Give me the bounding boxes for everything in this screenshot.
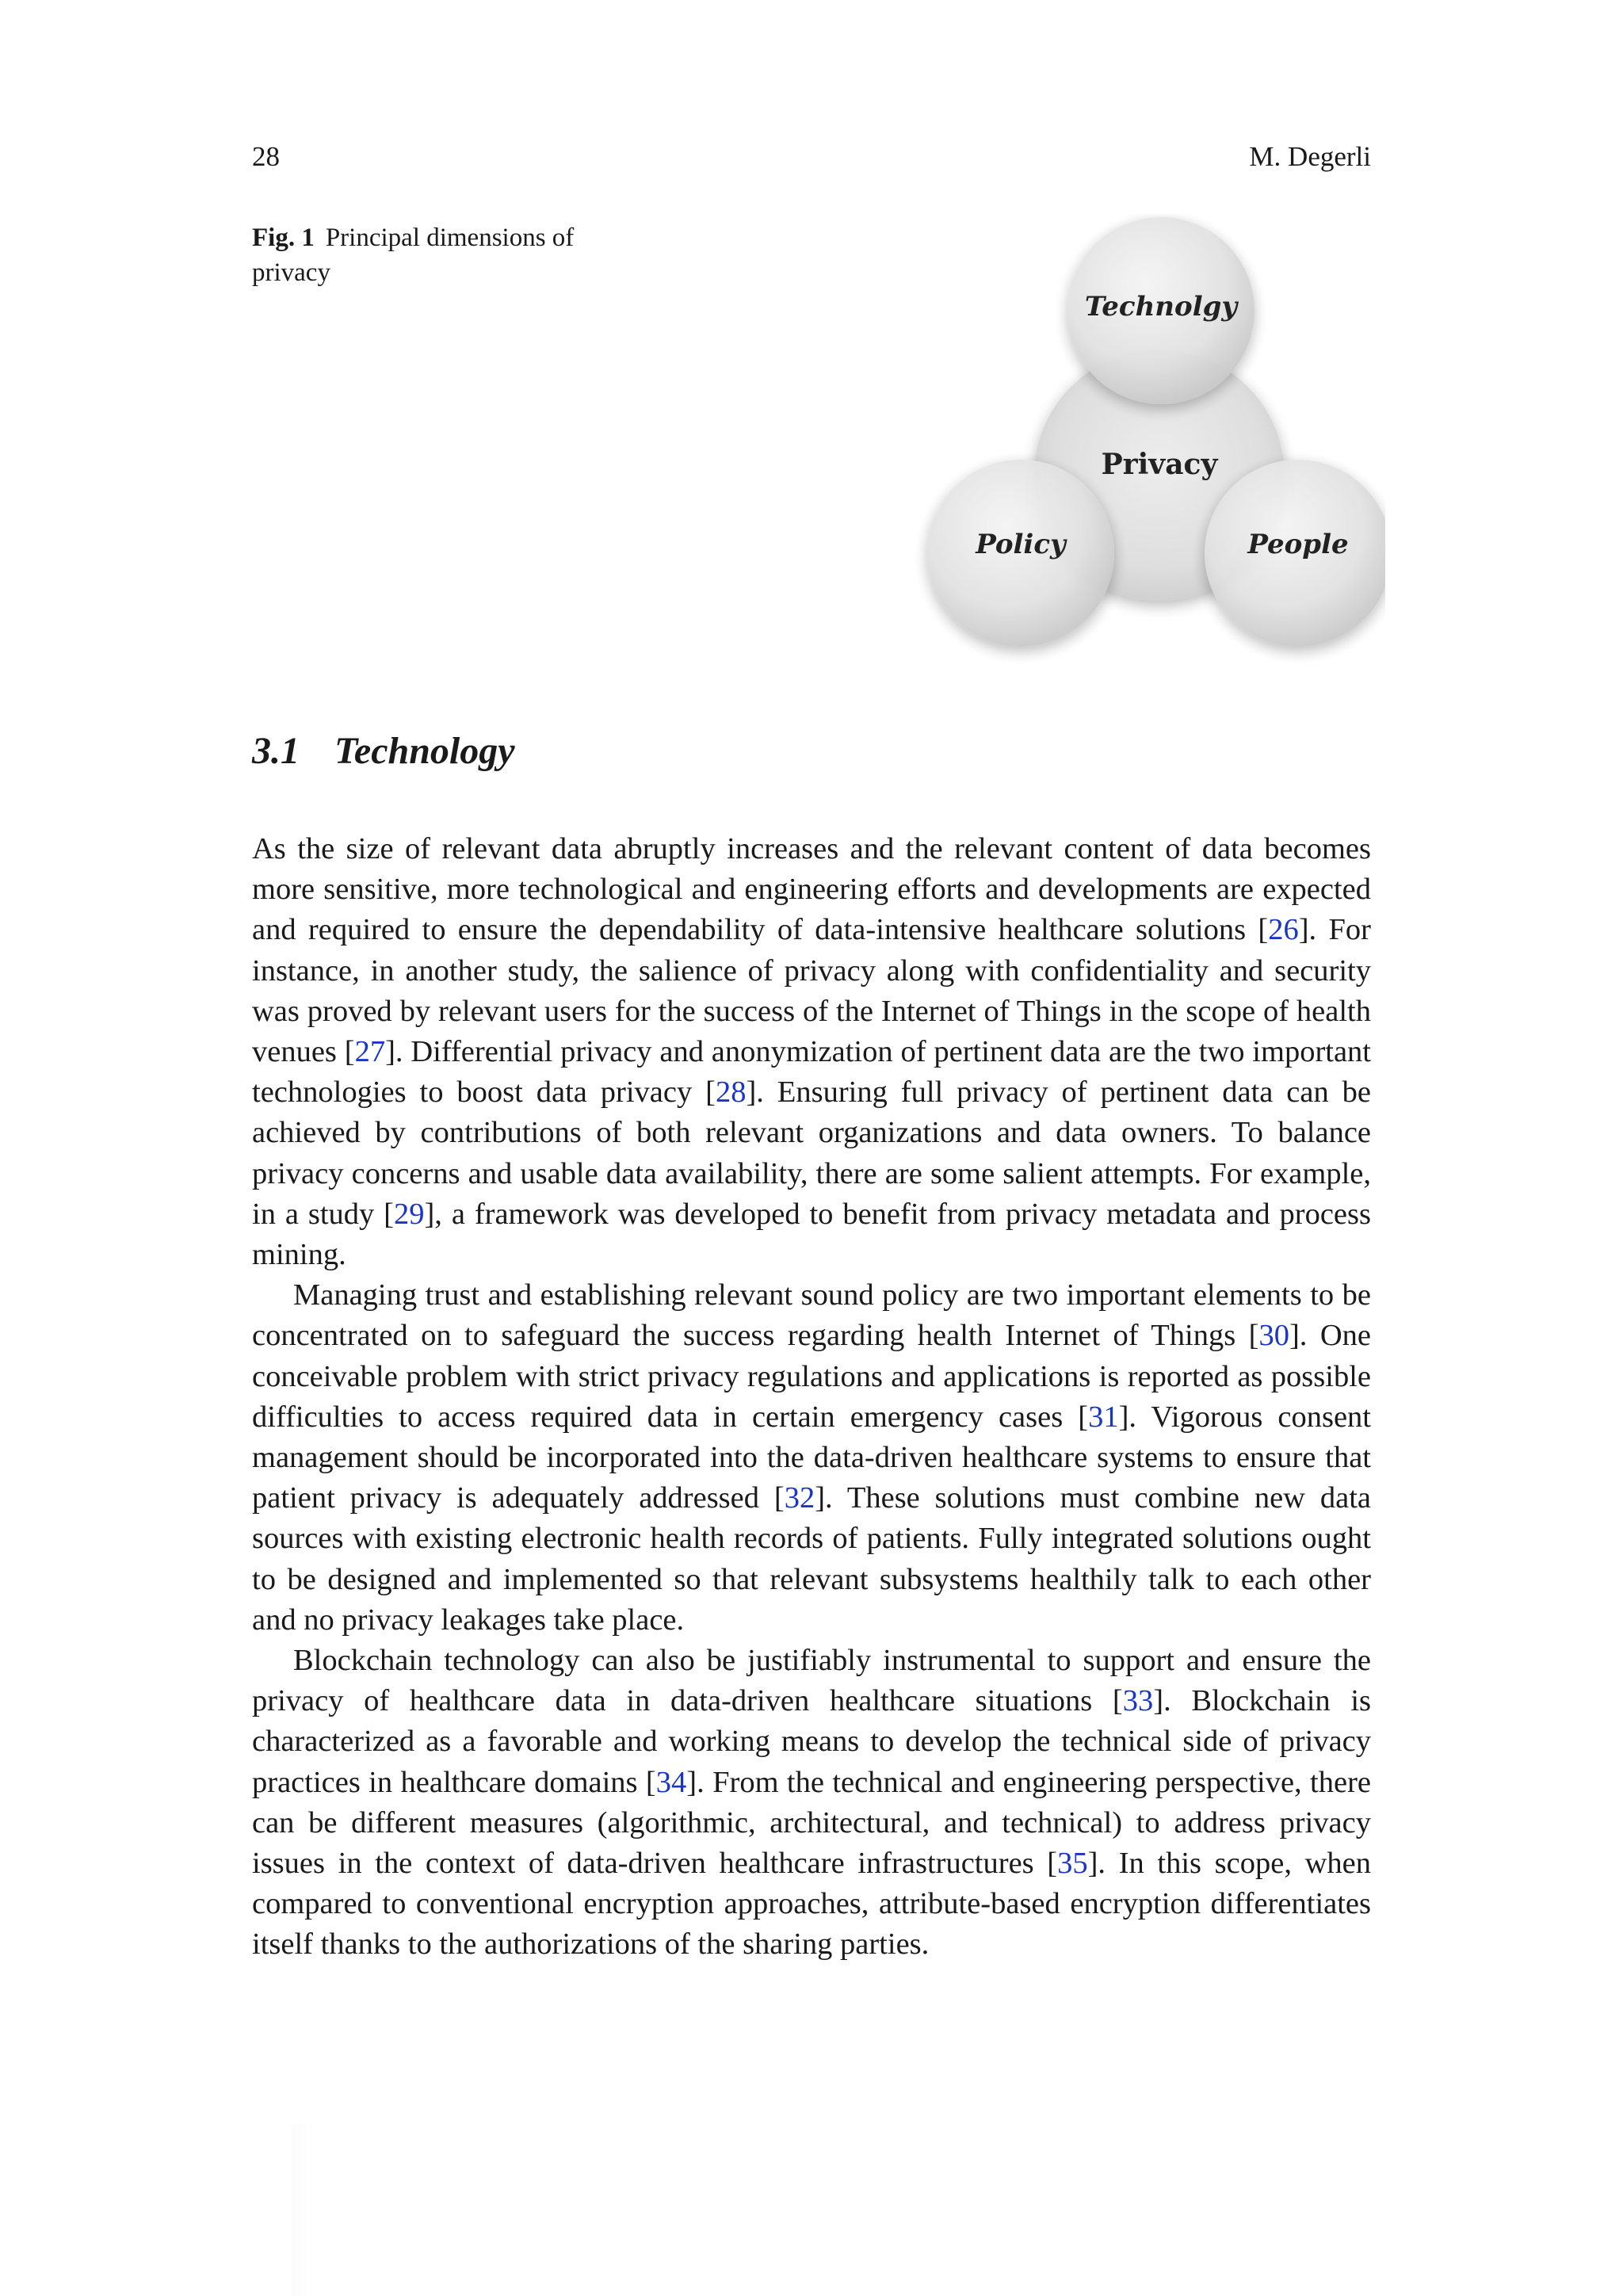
figure-label: Fig. 1 — [252, 223, 315, 252]
reference-link-32[interactable]: 32 — [784, 1481, 815, 1515]
reference-link-33[interactable]: 33 — [1122, 1684, 1154, 1718]
text-run: Blockchain technology can also be justifiably instrumental to support and ensure the privacy of healthcare data in data-driven healthcare situations [ — [252, 1644, 1371, 1718]
text-run: ]. In this scope, when compared to conventional encryption approaches, attribute-based encryption differentiates itself thanks to the authorizations of the sharing parties. — [252, 1847, 1371, 1962]
figure-caption — [252, 220, 617, 290]
text-run: ]. These solutions must combine new data sources with existing electronic health records of patients. Fully integrated solutions ought to be designed and implemented so that relevant subsystems healthily talk to each other and no privacy leakages take place. — [252, 1481, 1371, 1637]
scan-shadow — [292, 2124, 315, 2296]
technology-label: Technolgy — [1084, 291, 1238, 323]
text-run: ]. One conceivable problem with strict privacy regulations and applications is reported as possible difficulties to access required data in certain emergency cases [ — [252, 1319, 1371, 1434]
reference-link-28[interactable]: 28 — [715, 1075, 747, 1110]
text-run: ], a framework was developed to benefit from privacy metadata and process mining. — [252, 1197, 1371, 1272]
reference-link-27[interactable]: 27 — [354, 1035, 386, 1069]
section-number: 3.1 — [252, 730, 300, 772]
text-run: ]. Vigorous consent management should be incorporated into the data-driven healthcare systems to ensure that patient privacy is adequately addressed [ — [252, 1400, 1372, 1515]
privacy-dimensions-figure — [902, 214, 1385, 666]
section-title: Technology — [334, 730, 515, 772]
paper-page — [252, 0, 1371, 2296]
privacy-label: Privacy — [1101, 448, 1218, 481]
figure-caption-text: Principal dimensions of privacy — [252, 223, 575, 287]
paragraph-1 — [252, 829, 1371, 1275]
reference-link-31[interactable]: 31 — [1088, 1400, 1119, 1434]
section-heading — [252, 728, 515, 775]
text-run: ]. Differential privacy and anonymization of pertinent data are the two important technologies to boost data privacy [ — [252, 1035, 1372, 1110]
paragraph-3 — [252, 1641, 1371, 1966]
body-text — [252, 829, 1371, 1966]
reference-link-34[interactable]: 34 — [655, 1765, 687, 1799]
people-label: People — [1247, 529, 1349, 560]
text-run: As the size of relevant data abruptly increases and the relevant content of data becomes more sensitive, more technological and engineering efforts and developments are expected and required to ensure the dependability of data-intensive healthcare solutions [ — [252, 832, 1371, 947]
text-run: ]. Ensuring full privacy of pertinent data can be achieved by contributions of both relevant organizations and data owners. To balance privacy concerns and usable data availability, there are some salient attempts. For example, in a study [ — [252, 1075, 1371, 1231]
reference-link-30[interactable]: 30 — [1258, 1319, 1289, 1353]
text-run: ]. From the technical and engineering perspective, there can be different measures (algorithmic, architectural, and technical) to address privacy issues in the context of data-driven healthcare infrastructures [ — [252, 1765, 1372, 1881]
privacy-venn-diagram — [902, 214, 1385, 666]
page-number: 28 — [252, 141, 280, 172]
reference-link-35[interactable]: 35 — [1057, 1847, 1088, 1881]
header-author: M. Degerli — [1249, 141, 1371, 172]
text-run: ]. For instance, in another study, the salience of privacy along with confidentiality and security was proved by relevant users for the success of the Internet of Things in the scope of health venues [ — [252, 913, 1371, 1069]
paragraph-2 — [252, 1275, 1371, 1641]
text-run: ]. Blockchain is characterized as a favorable and working means to develop the technical side of privacy practices in healthcare domains [ — [252, 1684, 1371, 1799]
text-run: Managing trust and establishing relevant sound policy are two important elements to be concentrated on to safeguard the success regarding health Internet of Things [ — [252, 1278, 1371, 1353]
reference-link-29[interactable]: 29 — [393, 1197, 425, 1231]
reference-link-26[interactable]: 26 — [1268, 913, 1299, 947]
policy-label: Policy — [976, 529, 1066, 560]
